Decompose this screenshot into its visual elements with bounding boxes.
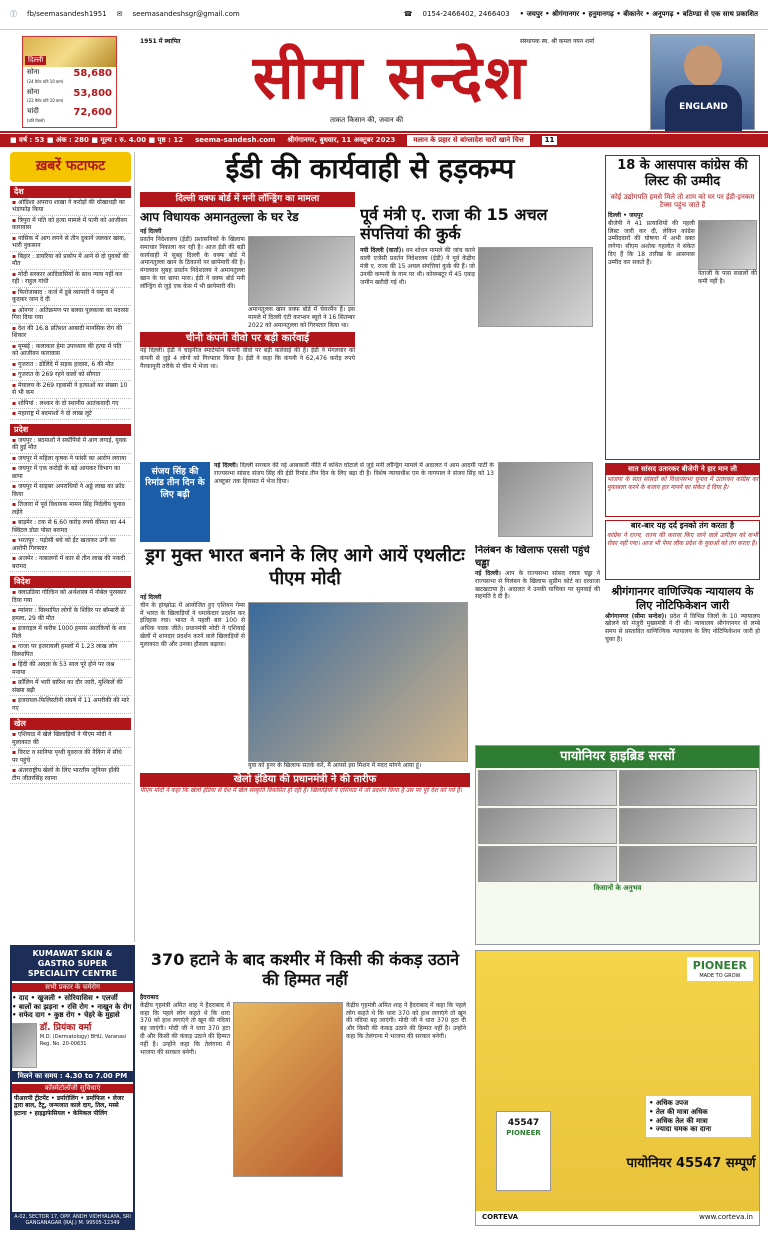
email-address[interactable]: seemasandeshsgr@gmail.com (132, 10, 240, 19)
seed-bag: 45547 PIONEER (496, 1111, 551, 1191)
list-item[interactable]: ▪ जयपुर में महिला कृषक ने फांसी का आरोप लगाया (10, 454, 131, 465)
doctor-name: डॉ. प्रियंका वर्मा (39, 1023, 92, 1033)
modi-dateline: नई दिल्ली (140, 594, 162, 601)
list-item[interactable]: ▪ नासिक में आग लगने से तीन दुकानें जलकर खाक, भारी नुकसान (10, 234, 131, 252)
ad-title: पायोनियर हाइब्रिड सरसों (476, 746, 759, 768)
lead-subheadline: आप विधायक अमानतुल्ला के घर रेड (140, 210, 299, 225)
masthead (0, 30, 768, 133)
kashmir-body: केंद्रीय गृहमंत्री अमित शाह ने हैदराबाद में कहा कि पहले लोग कहते थे कि धारा 370 को हाथ लगाएंगे तो खून की नदियां बह जाएंगी। मोदी जी ने धारा 370 हटा दी और किसी की कंकड़ उठाने की हिम्मत नहीं है। उन्होंने कहा कि तेलंगाना में भाजपा की सरकार बनेगी। (140, 1001, 230, 1056)
raja-headline[interactable]: पूर्व मंत्री ए. राजा की 15 अचल संपत्तियां की कुर्क (360, 205, 548, 244)
modi-story (140, 545, 470, 945)
modi-athletes-photo (248, 602, 468, 762)
section-khel: खेल ▪ एशियाड में खेले खिलाड़ियों ने पीएम मोदी ने मुलाकात की ▪ विराट व सानिया पृथ्वी युवराज की नैकिंग में सीधे पर पहुंचे ▪ अंतरराष्ट्रीय खेलों के लिए भारतीय जूनियर हॉकी टीम जीतरसिंह रवाना (10, 718, 131, 784)
list-item[interactable]: ▪ क्रॉलिन में भारी बारिश का दौर जारी, मुश्किलें की संख्या बढ़ी (10, 678, 131, 696)
amit-shah-photo (233, 1002, 343, 1177)
pioneer-mustard-ad[interactable] (475, 745, 760, 945)
player-head (684, 45, 722, 87)
facebook-handle[interactable]: fb/seemasandesh1951 (27, 10, 107, 19)
list-item[interactable]: ▪ तिजारा में पूर्व विधायक मामन सिंह निर्दलीय चुनाव लड़ेंगे (10, 500, 131, 518)
slogan-box-1 (605, 463, 760, 517)
gold-bar-image (23, 37, 116, 67)
list-item[interactable]: ▪ अजमेर : नाबालगों में कार से तीन लाख की नकदी बरामद (10, 554, 131, 572)
clinic-services: • दाद • खुजली • सोरियासिस • एलर्जी • बालों का झड़ना • रसि रोग • नाखुन के रोग • सफेद दाग • कुष्ठ रोग • चेहरे के मुहासे (12, 993, 132, 1020)
newspaper-logo: सीमा सन्देश (252, 42, 528, 113)
modi-headline[interactable]: ड्रग मुक्त भारत बनाने के लिए आगे आयें एथलीटः पीएम मोदी (145, 545, 465, 589)
silver-rate-row: चांदी (प्रति किलो) 72,600 (27, 107, 112, 123)
tagline: ताकत किसान की, जवान की (330, 116, 404, 124)
vivo-subheadline: चीनी कंपनी वीवो पर बड़ी कार्रवाई (140, 332, 355, 347)
cricketer-photo (650, 34, 755, 130)
raja-photo (478, 247, 593, 327)
ad-footer: CORTEVA www.corteva.in (476, 1211, 759, 1225)
list-item[interactable]: ▪ मुम्बई : कलाकार हेमा उपाध्याय की हत्या में पति को आजीवन कारावास (10, 342, 131, 360)
court-body: श्रीगंगानगर (सीमा सन्देश)। प्रदेश में विभिन्न जिलों के 10 न्यायालय खोलने को मंजूरी मुख्यमंत्री ने दी थी। न्यायालय श्रीगंगानगर से लम्बे समय से प्रस्तावित वाणिज्यिक न्यायालय के लिए नोटिफिकेशन जारी हो चुका है। (605, 612, 760, 643)
clinic-facilities: पीआरपी ट्रीटमेंट • डर्मारोलिंग • डर्माफिल • लेजर द्वारा बाल, टैटू, जन्मजात काले दाग, तिल, मस्से हटाना • हाइड्राफेसियल • केमिकल पीलिंग (14, 1094, 124, 1117)
court-headline[interactable]: श्रीगंगानगर वाणिज्यिक न्यायालय के लिए नोटिफिकेशन जारी (611, 585, 754, 612)
slogan-title: सात सांसद उतारकर बीजेपी ने हार मान ली (606, 464, 759, 475)
page-number: 11 (542, 136, 558, 145)
list-item[interactable]: ▪ बिहार : डायरिया को प्रकोप में आने से दो युवकों की मौत (10, 252, 131, 270)
chadha-story (475, 545, 600, 685)
section-desh: देश ▪ ओडिशा अपराध शाखा ने करोड़ों की धोखाधड़ी का भंडाफोड़ किया ▪ त्रिपुरा में पति को हत्या मामले में पत्नी को आजीवन कारावास ▪ नासिक में आग लगने से तीन दुकानें जलकर खाक, भारी नुकसान ▪ बिहार : डायरिया को प्रकोप में आने से दो युवकों की मौत ▪ मोदी सरकार आदिवासियों के साथ न्याय नहीं कर रही : राहुल गांधी ▪ फिरोजाबाद : कर्ज में डूबे व्यापारी ने यमुना में कूदकर जान दे दी ▪ ओनगर : अतिक्रमण पर बलवा पुलकाया का मदरसा गिरा दिया गया ▪ देश की 16.8 प्रतिशत आबादी मानसिक रोग की शिकार ▪ मुम्बई : कलाकार हेमा उपाध्याय की हत्या में पति को आजीवन कारावास ▪ गुजरात : ढोलिंदे में सड़क हादसा, 6 की मौत ▪ गुजरात के 269 रहने वालों को सौगात ▪ मेघालय के 269 रहवासी ने हत्याओं का संख्या 10 से भी कम ▪ शोपियां : लश्कर के दो स्थानीय आतंकवादी गए ▪ महाराष्ट्र में बदमाशों ने दो लाख लूटे (10, 186, 131, 420)
list-item[interactable]: ▪ त्रिपुरा में पति को हत्या मामले में पत्नी को आजीवन कारावास (10, 216, 131, 234)
photo-caption: अमानतुल्ला खान वक्फ बोर्ड में चेयरमैन हैं। इस मामले में दिल्ली एंटी करप्शन ब्यूरो ने 16 सितम्बर 2022 को अमानतुल्ला को गिरफ्तार किया था। (248, 306, 355, 329)
list-item[interactable]: ▪ जयपुर में साइबर अपराधियों ने अड्डे लाख का फ्रॉड किया (10, 482, 131, 500)
phone-number: 0154-2466402, 2466403 (422, 10, 510, 19)
clinic-band: सभी प्रकार के चर्मरोग (12, 983, 133, 992)
since-text: 1951 में स्थापित (140, 38, 181, 45)
list-item[interactable]: ▪ जयपुर में एक करोड़ी के बड़े आयकर विभाग का छापा (10, 464, 131, 482)
list-item[interactable]: ▪ मेघालय के 269 रहवासी ने हत्याओं का संख्या 10 से भी कम (10, 381, 131, 399)
list-item[interactable]: ▪ गुजरात : ढोलिंदे में सड़क हादसा, 6 की मौत (10, 360, 131, 371)
news-brief-column (10, 152, 135, 942)
farmer-photo (478, 846, 617, 882)
list-item[interactable]: ▪ हिंदी की अवज्ञा के 53 साल पूरे होने पर जश्न मनाया (10, 660, 131, 678)
vivo-body: नई दिल्ली। ईडी ने चाइनीज स्मार्टफोन कंपनी वीवो पर बड़ी कार्रवाई की है। ईडी ने मंगलवार को कंपनी से जुड़े 4 लोगों को गिरफ्तार किया है। ईडी ने कहा कि कंपनी ने 62,476 करोड़ रुपये गैरकानूनी तरीके से चीन में भेजा था। (140, 346, 355, 370)
clinic-ad[interactable] (10, 945, 135, 1230)
ad-product-name: पायोनियर 45547 सम्पूर्ण (626, 1156, 756, 1171)
sanjay-story (140, 462, 600, 542)
list-item[interactable]: ▪ ओनगर : अतिक्रमण पर बलवा पुलकाया का मदरसा गिरा दिया गया (10, 306, 131, 324)
chadha-headline[interactable]: निलंबन के खिलाफ एससी पहुंचे चड्ढा (475, 545, 590, 569)
list-item[interactable]: ▪ म्यांमार : विस्थापित लोगों के शिविर पर बॉम्बारी से हमला, 29 की मौत (10, 606, 131, 624)
doctor-degree: M.D. (Dermatology) BHU, Varanasi Reg. No. 20-00631 (39, 1034, 127, 1047)
congress-note: नेताजी के पास सवालों की कमी नहीं है। (697, 269, 757, 285)
gehlot-photo (698, 220, 757, 270)
list-item[interactable]: ▪ क्लाउडिया गोल्डिन को अर्थशास्त्र में नोबेल पुरस्कार दिया गया (10, 588, 131, 606)
khelo-india-subheadline: खेलो इंडिया की प्रधानमंत्री ने की तारीफ (140, 773, 470, 788)
lead-dateline: नई दिल्ली (140, 228, 162, 236)
modi-caption: युवा को हुनर के खिलाफ सतर्क करें, मैं आपसे इस मिशन में मदद मांगने आया हूं। (248, 761, 422, 769)
list-item[interactable]: ▪ मोदी सरकार आदिवासियों के साथ न्याय नहीं कर रही : राहुल गांधी (10, 270, 131, 288)
congress-story (605, 155, 760, 460)
farmer-photo (619, 770, 758, 806)
list-item[interactable]: ▪ इजरायल-फिलिस्तीनी संघर्ष में 11 अमरीकी की मारे गए (10, 696, 131, 714)
gold-rate-box (22, 36, 117, 128)
kashmir-body-continued: केंद्रीय गृहमंत्री अमित शाह ने हैदराबाद में कहा कि पहले लोग कहते थे कि धारा 370 को हाथ लगाएंगे तो खून की नदियां बह जाएंगी। मोदी जी ने धारा 370 हटा दी और किसी की कंकड़ उठाने की हिम्मत नहीं है। उन्होंने कहा कि तेलंगाना में भाजपा की सरकार बनेगी। (346, 1001, 466, 1040)
clinic-facility-heading: कॉस्मेटोलॉजी सुविधाएं (12, 1084, 133, 1093)
farmer-photo (478, 808, 617, 844)
pioneer-brand: PIONEER MADE TO GROW (687, 957, 753, 981)
date-bar (0, 134, 768, 147)
slogan-title: बार-बार यह दर्द इनको तंग करता है (630, 521, 735, 530)
list-item[interactable]: ▪ एशियाड में खेले खिलाड़ियों ने पीएम मोदी ने मुलाकात की (10, 730, 131, 748)
list-item[interactable]: ▪ भरतपुर : पड़ोसी बचे को ईंट खताकर उगी का आरोपी गिरफ्तार (10, 536, 131, 554)
list-item[interactable]: ▪ बाड़मेर : टक से 6.60 करोड़ रुपये कीमत का 44 क्विंटल डोडा पोस्त बरामद (10, 518, 131, 536)
amanatullah-photo (248, 236, 355, 306)
farmer-photo (619, 808, 758, 844)
brief-heading: ख़बरें फटाफट (10, 152, 131, 182)
kashmir-headline[interactable]: 370 हटाने के बाद कश्मीर में किसी की कंकड़ उठाने की हिम्मत नहीं (150, 950, 460, 989)
khelo-india-body: पीएम मोदी ने कहा कि खेलो इंडिया से देश में खेल संस्कृति विकसित हो रही है। खिलाड़ियों ने एशियाड में जो प्रदर्शन किया है उस पर पूरे देश को गर्व है। (140, 787, 462, 795)
gold-rate-row: सोना (22 कैरेट प्रति 10 ग्राम) 53,800 (27, 87, 112, 104)
list-item[interactable]: ▪ इजराइल में करीब 1000 हमास आतंकियों के शव मिले (10, 624, 131, 642)
website[interactable]: seema-sandesh.com (195, 136, 276, 145)
list-item[interactable]: ▪ शोपियां : लश्कर के दो स्थानीय आतंकवादी गए (10, 399, 131, 410)
editions-text: • जयपुर • श्रीगंगानगर • हनुमानगढ़ • बीकानेर • अनूपगढ़ • बठिण्डा से एक साथ प्रकाशित (519, 10, 758, 19)
mail-icon: ✉ (116, 10, 123, 19)
congress-dateline: दिल्ली • जयपुर (608, 212, 643, 219)
ad-points: • अधिक उपज • तेल की मात्रा अधिक • अधिक तेल की मात्रा • ज्यादा चमक का दाना (646, 1096, 751, 1137)
list-item[interactable]: ▪ ओडिशा अपराध शाखा ने करोड़ों की धोखाधड़ी का भंडाफोड़ किया (10, 198, 131, 216)
contact-bar (0, 0, 768, 30)
slogan-box-2 (605, 520, 760, 580)
lead-kicker: दिल्ली वक्फ बोर्ड में मनी लॉन्ड्रिंग का मामला (140, 192, 355, 207)
doctor-photo (12, 1023, 37, 1068)
congress-subheadline: कोई उद्योगपति हमसे मिले तो शाम को घर पर ईडी-इनकम टैक्स पहुंच जाते हैं (610, 192, 755, 210)
modi-body: चीन के हांग्झोऊ में आयोजित हुए एशियन गेम्स में भारत के खिलाड़ियों ने धमाकेदार प्रदर्शन कर इतिहास रचा। भारत ने पहली बार 100 से अधिक पदक जीते। प्रधानमंत्री मोदी ने एशियाई खेलों में शानदार प्रदर्शन करने वाले खिलाड़ियों से मुलाकात की और उनका हौसला बढ़ाया। (140, 601, 245, 648)
raja-story (360, 205, 600, 455)
clinic-address: A-02, SECTOR 17, OPP. ANDH VIDHYALAYA, SRI GANGANAGAR (RAJ.) M. 99505-12349 (12, 1212, 133, 1229)
lead-body: प्रवर्तन निदेशालय (ईडी) प्रशासनिकों के खिलाफ समाचार निकाला कर रही है। आज ईडी की बड़ी कार्यवाही में सुबह दिल्ली के वक्फ बोर्ड में अमानतुल्ला खान के ठिकानों पर छापेमारी की है। मंगलवार सुबह प्रवर्तन निदेशालय ने अमानतुल्ला खान के घर छापा मारा। ईडी ने वक्फ बोर्ड मनी लॉन्ड्रिंग से जुड़े एक केस में भी छापेमारी की। (140, 236, 245, 290)
founder-text: संस्थापक स्व. श्री कमल नयन शर्मा (520, 38, 595, 45)
slogan-body: भाजपा के सात सांसदों को विधानसभा चुनाव में उतारकर कांग्रेस का मुकाबला करने के बजाय हार मानने का संकेत दे दिया है। (607, 475, 758, 491)
lead-story-body (140, 192, 355, 460)
list-item[interactable]: ▪ फिरोजाबाद : कर्ज में डूबे व्यापारी ने यमुना में कूदकर जान दे दी (10, 288, 131, 306)
list-item[interactable]: ▪ गुजरात के 269 रहने वालों को सौगात (10, 370, 131, 381)
section-pradesh: प्रदेश ▪ जयपुर : बदमाशों ने स्कॉर्पियो में आग लगाई, युवक की हुई मौत ▪ जयपुर में महिला कृषक ने फांसी का आरोप लगाया ▪ जयपुर में एक करोड़ी के बड़े आयकर विभाग का छापा ▪ जयपुर में साइबर अपराधियों ने अड्डे लाख का फ्रॉड किया ▪ तिजारा में पूर्व विधायक मामन सिंह निर्दलीय चुनाव लड़ेंगे ▪ बाड़मेर : टक से 6.60 करोड़ रुपये कीमत का 44 क्विंटल डोडा पोस्त बरामद ▪ भरतपुर : पड़ोसी बचे को ईंट खताकर उगी का आरोपी गिरफ्तार ▪ अजमेर : नाबालगों में कार से तीन लाख की नकदी बरामद (10, 424, 131, 573)
list-item[interactable]: ▪ विराट व सानिया पृथ्वी युवराज की नैकिंग में सीधे पर पहुंचे (10, 748, 131, 766)
farmer-testimonial-grid (476, 768, 759, 884)
pioneer-45547-ad[interactable] (475, 950, 760, 1226)
lead-headline[interactable]: ईडी की कार्यवाही से हड़कम्प (225, 152, 515, 185)
court-story (605, 585, 760, 740)
player-shirt: ENGLAND (665, 85, 742, 131)
section-videsh: विदेश ▪ क्लाउडिया गोल्डिन को अर्थशास्त्र में नोबेल पुरस्कार दिया गया ▪ म्यांमार : विस्थापित लोगों के शिविर पर बॉम्बारी से हमला, 29 की मौत ▪ इजराइल में करीब 1000 हमास आतंकियों के शव मिले ▪ गाजा पर इजरायली हमलों में 1.23 लाख लोग विस्थापित ▪ हिंदी की अवज्ञा के 53 साल पूरे होने पर जश्न मनाया ▪ क्रॉलिन में भारी बारिश का दौर जारी, मुश्किलें की संख्या बढ़ी ▪ इजरायल-फिलिस्तीनी संघर्ष में 11 अमरीकी की मारे गए (10, 576, 131, 714)
list-item[interactable]: ▪ महाराष्ट्र में बदमाशों ने दो लाख लूटे (10, 409, 131, 420)
phone-icon: ☎ (403, 10, 413, 19)
sanjay-body: नई दिल्ली। दिल्ली सरकार की नई आबकारी नीति में कथित घोटाले से जुड़े मनी लॉन्ड्रिंग मामले में अदालत ने आम आदमी पार्टी के राज्यसभा सांसद संजय सिंह की ईडी रिमांड तीन दिन के लिए बढ़ा दी है। विशेष न्यायाधीश एम के नागपाल ने संजय सिंह को 13 अक्टूबर तक हिरासत में भेज दिया। (214, 462, 494, 485)
list-item[interactable]: ▪ अंतरराष्ट्रीय खेलों के लिए भारतीय जूनियर हॉकी टीम जीतरसिंह रवाना (10, 766, 131, 784)
congress-headline[interactable]: 18 के आसपास कांग्रेस की लिस्ट की उम्मीद (617, 158, 748, 190)
ad-caption: किसानों के अनुभव (593, 884, 642, 893)
sports-teaser[interactable]: मलान के प्रहार से बांग्लादेश चारों खाने चित्त (407, 135, 529, 146)
gold-rate-row: सोना (24 कैरेट प्रति 10 ग्राम) 58,680 (27, 68, 112, 84)
kashmir-story (140, 950, 470, 1230)
chadha-body: नई दिल्ली। आप के राज्यसभा सांसद राघव चड्ढा ने राज्यसभा से निलंबन के खिलाफ सुप्रीम कोर्ट का दरवाजा खटखटाया है। अदालत ने उनकी याचिका पर सुनवाई की सहमति दे दी है। (475, 570, 600, 601)
clinic-title: KUMAWAT SKIN & GASTRO SUPER SPECIALITY CENTRE (12, 947, 133, 981)
clinic-timing: मिलने का समय : 4.30 to 7.00 PM (12, 1071, 133, 1082)
congress-body: बीजेपी ने 41 प्रत्याशियों की पहली लिस्ट जारी कर दी, लेकिन कांग्रेस उम्मीदवारों की घोषणा में अभी वक्त लगेगा। सीएम अशोक गहलोत ने संकेत दिए हैं कि 18 तारीख के आसपास उम्मीद कर सकते हैं। (608, 219, 695, 266)
sanjay-box[interactable]: संजय सिंह की रिमांड तीन दिन के लिए बढ़ी (140, 462, 210, 542)
raja-body: नयी दिल्ली (वार्ता)। धन शोधन मामले की जांच करने वाली एजेंसी प्रवर्तन निदेशालय (ईडी) ने पूर्व केंद्रीय मंत्री ए. राजा की 15 अचल संपत्तियां कुर्क की हैं। जो उनकी कम्पनी के नाम पर थी। कोयम्बटूर में 45 एकड़ जमीन खरीदी गई थी। (360, 247, 475, 286)
farmer-photo (478, 770, 617, 806)
dateline: श्रीगंगानगर, बुधवार, 11 अक्टूबर 2023 (287, 136, 396, 145)
list-item[interactable]: ▪ देश की 16.8 प्रतिशत आबादी मानसिक रोग की शिकार (10, 324, 131, 342)
list-item[interactable]: ▪ गाजा पर इजरायली हमलों में 1.23 लाख लोग विस्थापित (10, 642, 131, 660)
kashmir-dateline: हैदराबाद (140, 994, 159, 1001)
slogan-body: कांग्रेस ने राज्य, राज्य की कराया किए जाने वाले उत्पीड़न को कभी रोका नहीं गया। आज भी पेपर लीक प्रदेश के युवाओं को तंग करता है। (607, 532, 758, 547)
facebook-icon: ⓕ (10, 10, 17, 19)
issue-info: ■ वर्ष : 53 ■ अंक : 280 ■ मूल्य : रु. 4.00 ■ पृष्ठ : 12 (10, 136, 184, 145)
gold-city: दिल्ली (25, 56, 46, 65)
sanjay-photo (498, 462, 593, 537)
farmer-photo (619, 846, 758, 882)
list-item[interactable]: ▪ जयपुर : बदमाशों ने स्कॉर्पियो में आग लगाई, युवक की हुई मौत (10, 436, 131, 454)
